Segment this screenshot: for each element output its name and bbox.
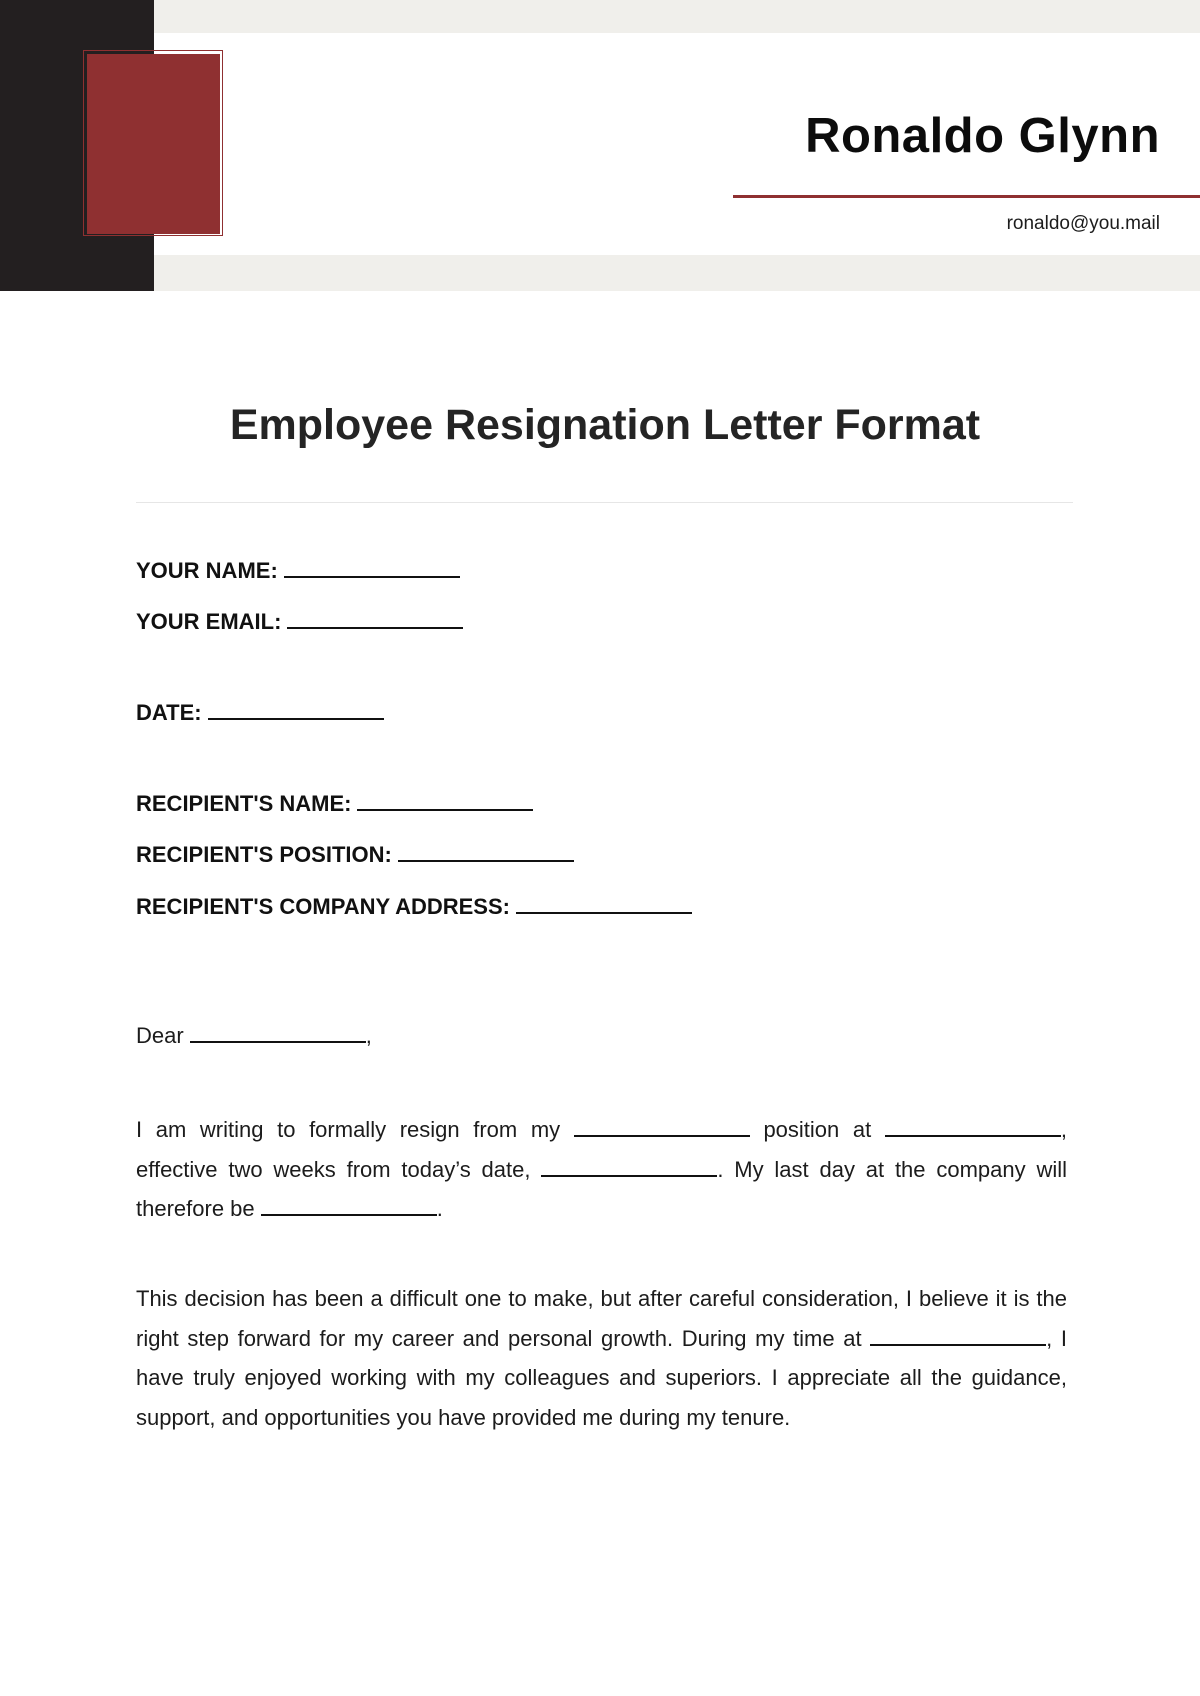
paragraph-2 bbox=[136, 1279, 1067, 1437]
paragraph-text: This decision has been a difficult one to make, but after careful consideration, I believe it is the right step forward for my career and personal growth. During my time at bbox=[136, 1286, 1067, 1351]
paragraph-text: effective two weeks from today’s date, bbox=[136, 1156, 531, 1182]
blank-line bbox=[190, 1040, 366, 1043]
blank-line bbox=[398, 859, 574, 862]
blank-line bbox=[574, 1134, 750, 1137]
blank-line bbox=[516, 911, 692, 914]
title-divider bbox=[136, 502, 1073, 503]
document-title: Employee Resignation Letter Format bbox=[229, 401, 981, 449]
paragraph-text: , I have truly enjoyed working with my colleagues and superiors. I appreciate all the guidance, support, and opportunities you have provided me during my tenure. bbox=[136, 1325, 1067, 1430]
blank-line bbox=[287, 626, 463, 629]
paragraph-text: . bbox=[436, 1196, 443, 1221]
field-your-email bbox=[136, 609, 463, 635]
blank-line bbox=[284, 575, 460, 578]
field-label: RECIPIENT'S NAME: bbox=[136, 791, 352, 816]
blank-line bbox=[541, 1174, 717, 1177]
blank-line bbox=[357, 808, 533, 811]
field-recipient-company-address bbox=[136, 894, 692, 920]
field-your-name bbox=[136, 558, 460, 584]
paragraph-1 bbox=[136, 1110, 1067, 1229]
blank-line bbox=[208, 717, 384, 720]
salutation-suffix: , bbox=[365, 1023, 372, 1048]
salutation bbox=[136, 1023, 372, 1049]
field-date bbox=[136, 700, 384, 726]
field-recipient-name bbox=[136, 791, 533, 817]
paragraph-text: I am writing to formally resign from my bbox=[136, 1117, 561, 1142]
name-underline bbox=[733, 195, 1200, 198]
salutation-prefix: Dear bbox=[136, 1023, 184, 1048]
sender-name: Ronaldo Glynn bbox=[805, 109, 1160, 163]
blank-line bbox=[870, 1343, 1046, 1346]
blank-line bbox=[261, 1213, 437, 1216]
field-label: DATE: bbox=[136, 700, 202, 725]
field-label: YOUR EMAIL: bbox=[136, 609, 282, 634]
blank-line bbox=[885, 1134, 1061, 1137]
field-label: YOUR NAME: bbox=[136, 558, 278, 583]
field-label: RECIPIENT'S POSITION: bbox=[136, 842, 392, 867]
paragraph-text: position at bbox=[763, 1117, 872, 1142]
paragraph-text: , bbox=[1060, 1117, 1067, 1142]
header-accent-block bbox=[87, 54, 220, 234]
paragraph-text: . My last day at the company will therefore be bbox=[136, 1156, 1067, 1221]
field-label: RECIPIENT'S COMPANY ADDRESS: bbox=[136, 894, 510, 919]
sender-email: ronaldo@you.mail bbox=[1006, 213, 1160, 234]
field-recipient-position bbox=[136, 842, 574, 868]
